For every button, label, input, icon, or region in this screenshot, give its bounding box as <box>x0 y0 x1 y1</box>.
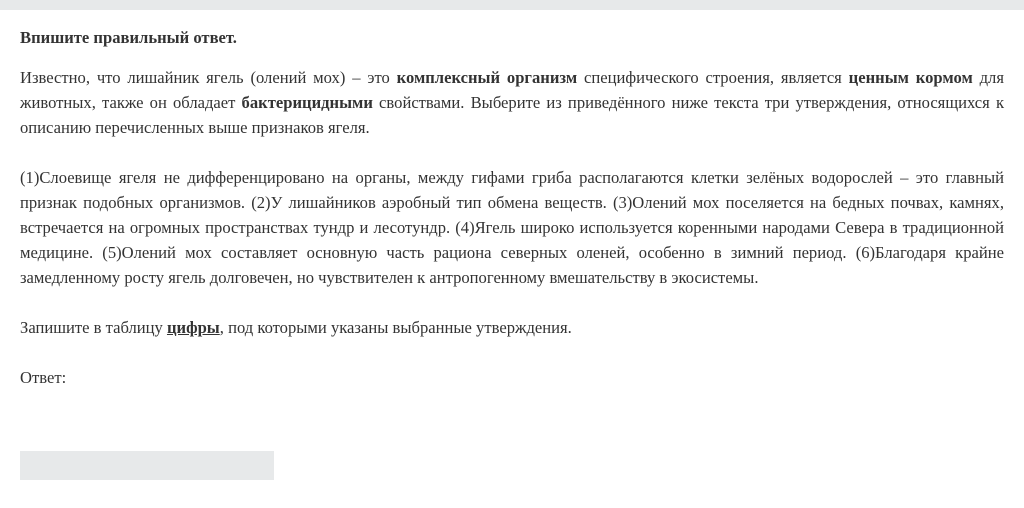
write-prompt <box>20 315 1004 340</box>
intro-text-2: специфического строения, является <box>577 68 849 87</box>
spacer <box>20 340 1004 365</box>
task-instruction: Впишите правильный ответ. <box>20 28 237 47</box>
intro-text-3: для животных, также он обладает <box>20 68 1004 112</box>
write-prompt-before: Запишите в таблицу <box>20 318 167 337</box>
answer-label: Ответ: <box>20 368 67 387</box>
intro-bold-3: бактерицидными <box>241 93 373 112</box>
write-prompt-after: , под которыми указаны выбранные утверждения. <box>219 318 572 337</box>
spacer <box>20 140 1004 165</box>
intro-text-4: свойствами. Выберите из приведённого ниже текста три утверждения, относящихся к описанию перечисленных выше признаков ягеля. <box>20 93 1005 137</box>
intro-text-1: Известно, что лишайник ягель (олений мох) – это <box>20 68 397 87</box>
statements-paragraph: (1)Слоевище ягеля не дифференцировано на органы, между гифами гриба располагаются клетки зелёных водорослей – это главный признак подобных организмов. (2)У лишайников аэробный тип обмена веществ. (3)Олений мох поселяется на бедных почвах, камнях, встречается на огромных пространствах тундр и лесотундр. (4)Ягель широко используется коренными народами Севера в традиционной медицине. (5)Олений мох составляет основную часть рациона северных оленей, особенно в зимний период. (6)Благодаря крайне замедленному росту ягель долговечен, но чувствителен к антропогенному вмешательству в экосистемы. <box>20 168 1004 287</box>
intro-bold-1: комплексный организм <box>396 68 578 87</box>
intro-bold-2: ценным кормом <box>848 68 973 87</box>
write-prompt-emphasis: цифры <box>166 318 220 337</box>
top-strip <box>0 0 1024 10</box>
spacer <box>20 290 1004 315</box>
task-content <box>20 25 1004 390</box>
answer-input[interactable] <box>20 451 274 480</box>
task-intro <box>20 65 1004 140</box>
